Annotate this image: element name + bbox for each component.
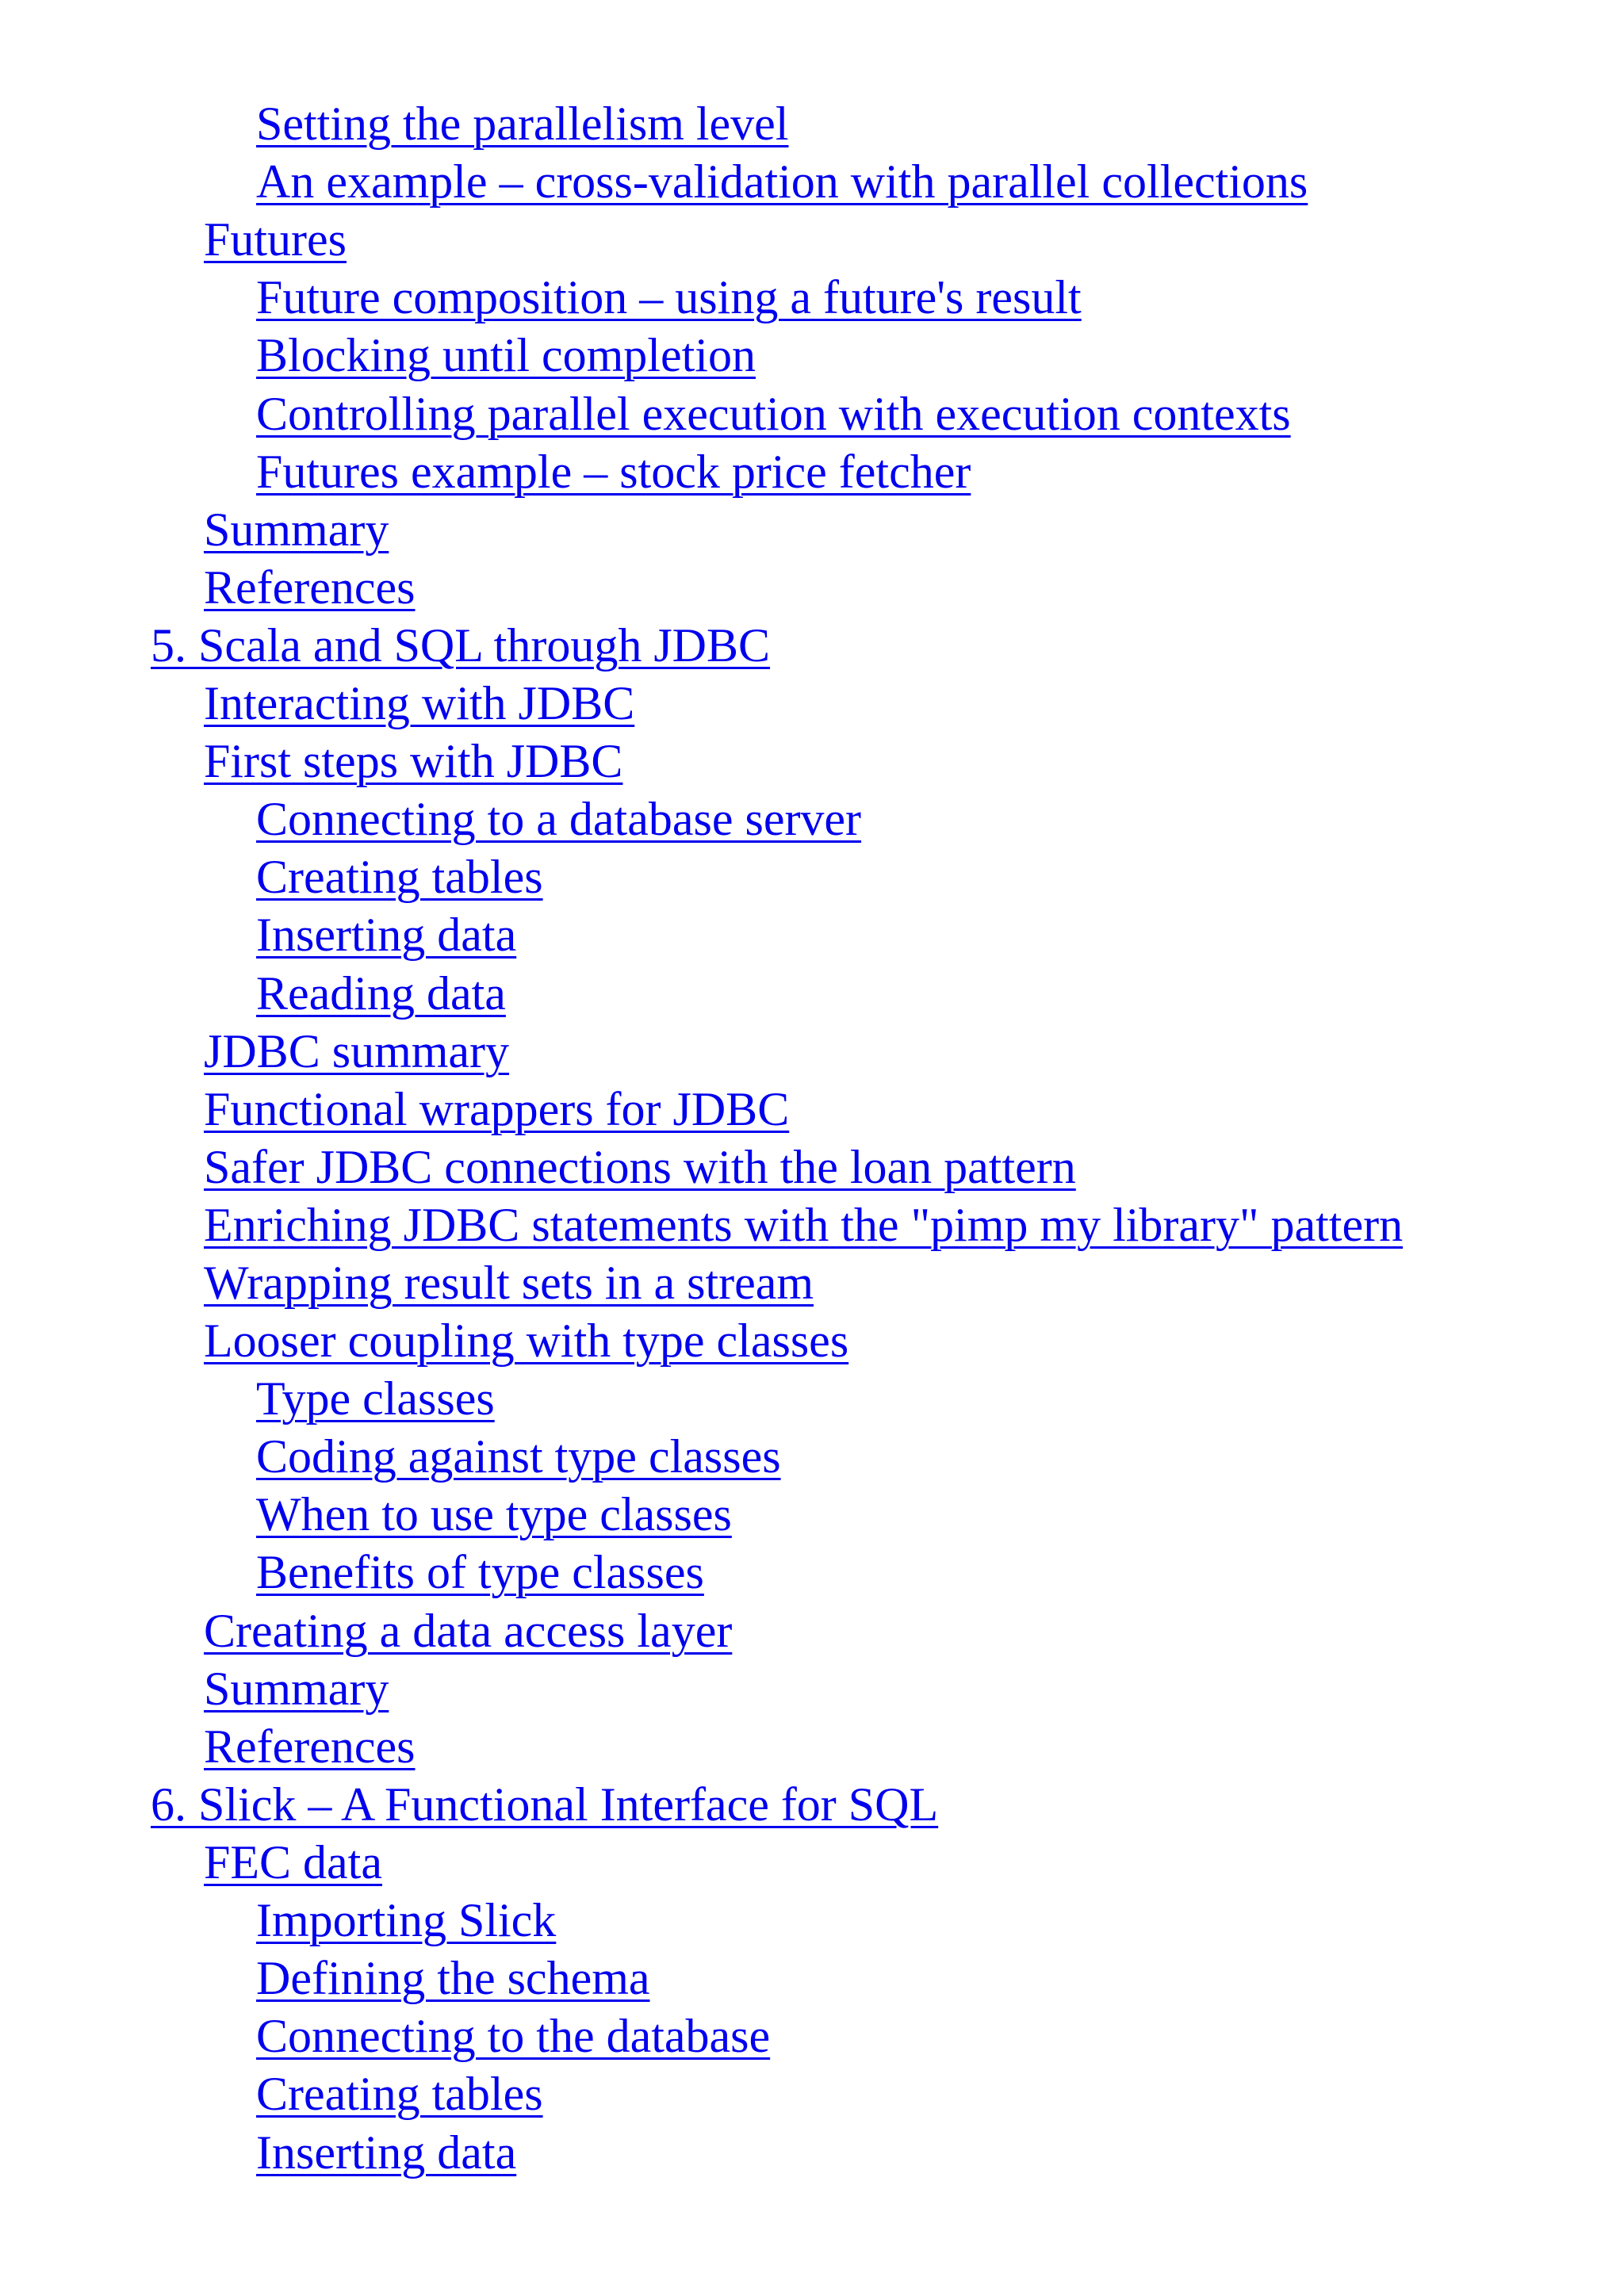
toc-entry: [256, 790, 861, 848]
toc-link[interactable]: Safer JDBC connections with the loan pattern: [204, 1141, 1076, 1193]
toc-link[interactable]: JDBC summary: [204, 1025, 510, 1077]
toc-link[interactable]: 5. Scala and SQL through JDBC: [151, 619, 771, 672]
toc-link[interactable]: Futures example – stock price fetcher: [256, 446, 971, 498]
toc-link[interactable]: Type classes: [256, 1372, 495, 1425]
toc-link[interactable]: Defining the schema: [256, 1952, 650, 2004]
toc-entry: [256, 385, 1291, 442]
toc-entry: [204, 1138, 1076, 1196]
toc-entry: [256, 1892, 556, 1949]
toc-entry: [256, 2007, 770, 2064]
toc-entry: [204, 559, 415, 616]
toc-entry: [256, 153, 1308, 210]
toc-link[interactable]: Summary: [204, 1663, 389, 1715]
toc-entry: [256, 1950, 650, 2007]
toc-entry: [256, 848, 543, 905]
toc-entry: [204, 675, 634, 732]
toc-link[interactable]: Connecting to a database server: [256, 793, 862, 845]
toc-entry: [204, 1312, 848, 1369]
toc-entry: [204, 1023, 509, 1080]
toc-link[interactable]: Enriching JDBC statements with the "pimp my library" pattern: [204, 1199, 1404, 1251]
toc-link[interactable]: First steps with JDBC: [204, 735, 623, 787]
toc-entry: [256, 95, 788, 152]
toc-link[interactable]: Coding against type classes: [256, 1430, 781, 1483]
toc-link[interactable]: References: [204, 1720, 416, 1773]
toc-link[interactable]: Summary: [204, 503, 389, 556]
toc-entry: [256, 327, 756, 384]
toc-link[interactable]: Setting the parallelism level: [256, 98, 789, 150]
toc-link[interactable]: Future composition – using a future's result: [256, 271, 1082, 323]
toc-link[interactable]: An example – cross-validation with parallel collections: [256, 155, 1308, 208]
toc-link[interactable]: When to use type classes: [256, 1488, 732, 1540]
toc-link[interactable]: Interacting with JDBC: [204, 677, 635, 729]
toc-link[interactable]: Functional wrappers for JDBC: [204, 1083, 790, 1135]
toc-entry: [256, 269, 1082, 326]
toc-entry: [151, 1776, 938, 1833]
toc-entry: [256, 2065, 543, 2122]
toc-link[interactable]: Creating tables: [256, 2068, 543, 2120]
toc-entry: [256, 1370, 495, 1427]
toc-link[interactable]: Benefits of type classes: [256, 1546, 704, 1598]
toc-link[interactable]: References: [204, 561, 416, 614]
toc-entry: [151, 617, 770, 674]
toc-entry: [204, 1254, 814, 1311]
toc-link[interactable]: Futures: [204, 213, 347, 266]
toc-link[interactable]: Inserting data: [256, 909, 517, 961]
toc-entry: [204, 1660, 389, 1717]
toc-link[interactable]: Inserting data: [256, 2126, 517, 2179]
toc-link[interactable]: Looser coupling with type classes: [204, 1314, 849, 1367]
toc-link[interactable]: Reading data: [256, 967, 506, 1020]
toc-link[interactable]: Creating tables: [256, 851, 543, 903]
toc-entry: [204, 1081, 789, 1138]
toc-entry: [204, 1602, 732, 1659]
toc-link[interactable]: Wrapping result sets in a stream: [204, 1257, 814, 1309]
toc-link[interactable]: Blocking until completion: [256, 329, 756, 381]
toc-entry: [256, 1428, 781, 1485]
toc-entry: [256, 2124, 516, 2181]
toc-link[interactable]: Controlling parallel execution with execution contexts: [256, 388, 1291, 440]
toc-entry: [256, 906, 516, 963]
toc-link[interactable]: Connecting to the database: [256, 2010, 771, 2062]
toc-entry: [204, 501, 389, 558]
toc-entry: [204, 733, 622, 790]
toc-entry: [204, 1834, 382, 1891]
toc-entry: [204, 211, 347, 268]
toc-entry: [256, 1544, 704, 1601]
toc-link[interactable]: Importing Slick: [256, 1894, 557, 1946]
toc-entry: [256, 443, 971, 500]
toc-entry: [256, 965, 506, 1022]
toc-entry: [204, 1196, 1403, 1253]
toc-link[interactable]: 6. Slick – A Functional Interface for SQL: [151, 1778, 939, 1831]
toc-entry: [256, 1486, 732, 1543]
toc-link[interactable]: Creating a data access layer: [204, 1605, 733, 1657]
toc-entry: [204, 1718, 415, 1775]
toc-link[interactable]: FEC data: [204, 1836, 382, 1888]
